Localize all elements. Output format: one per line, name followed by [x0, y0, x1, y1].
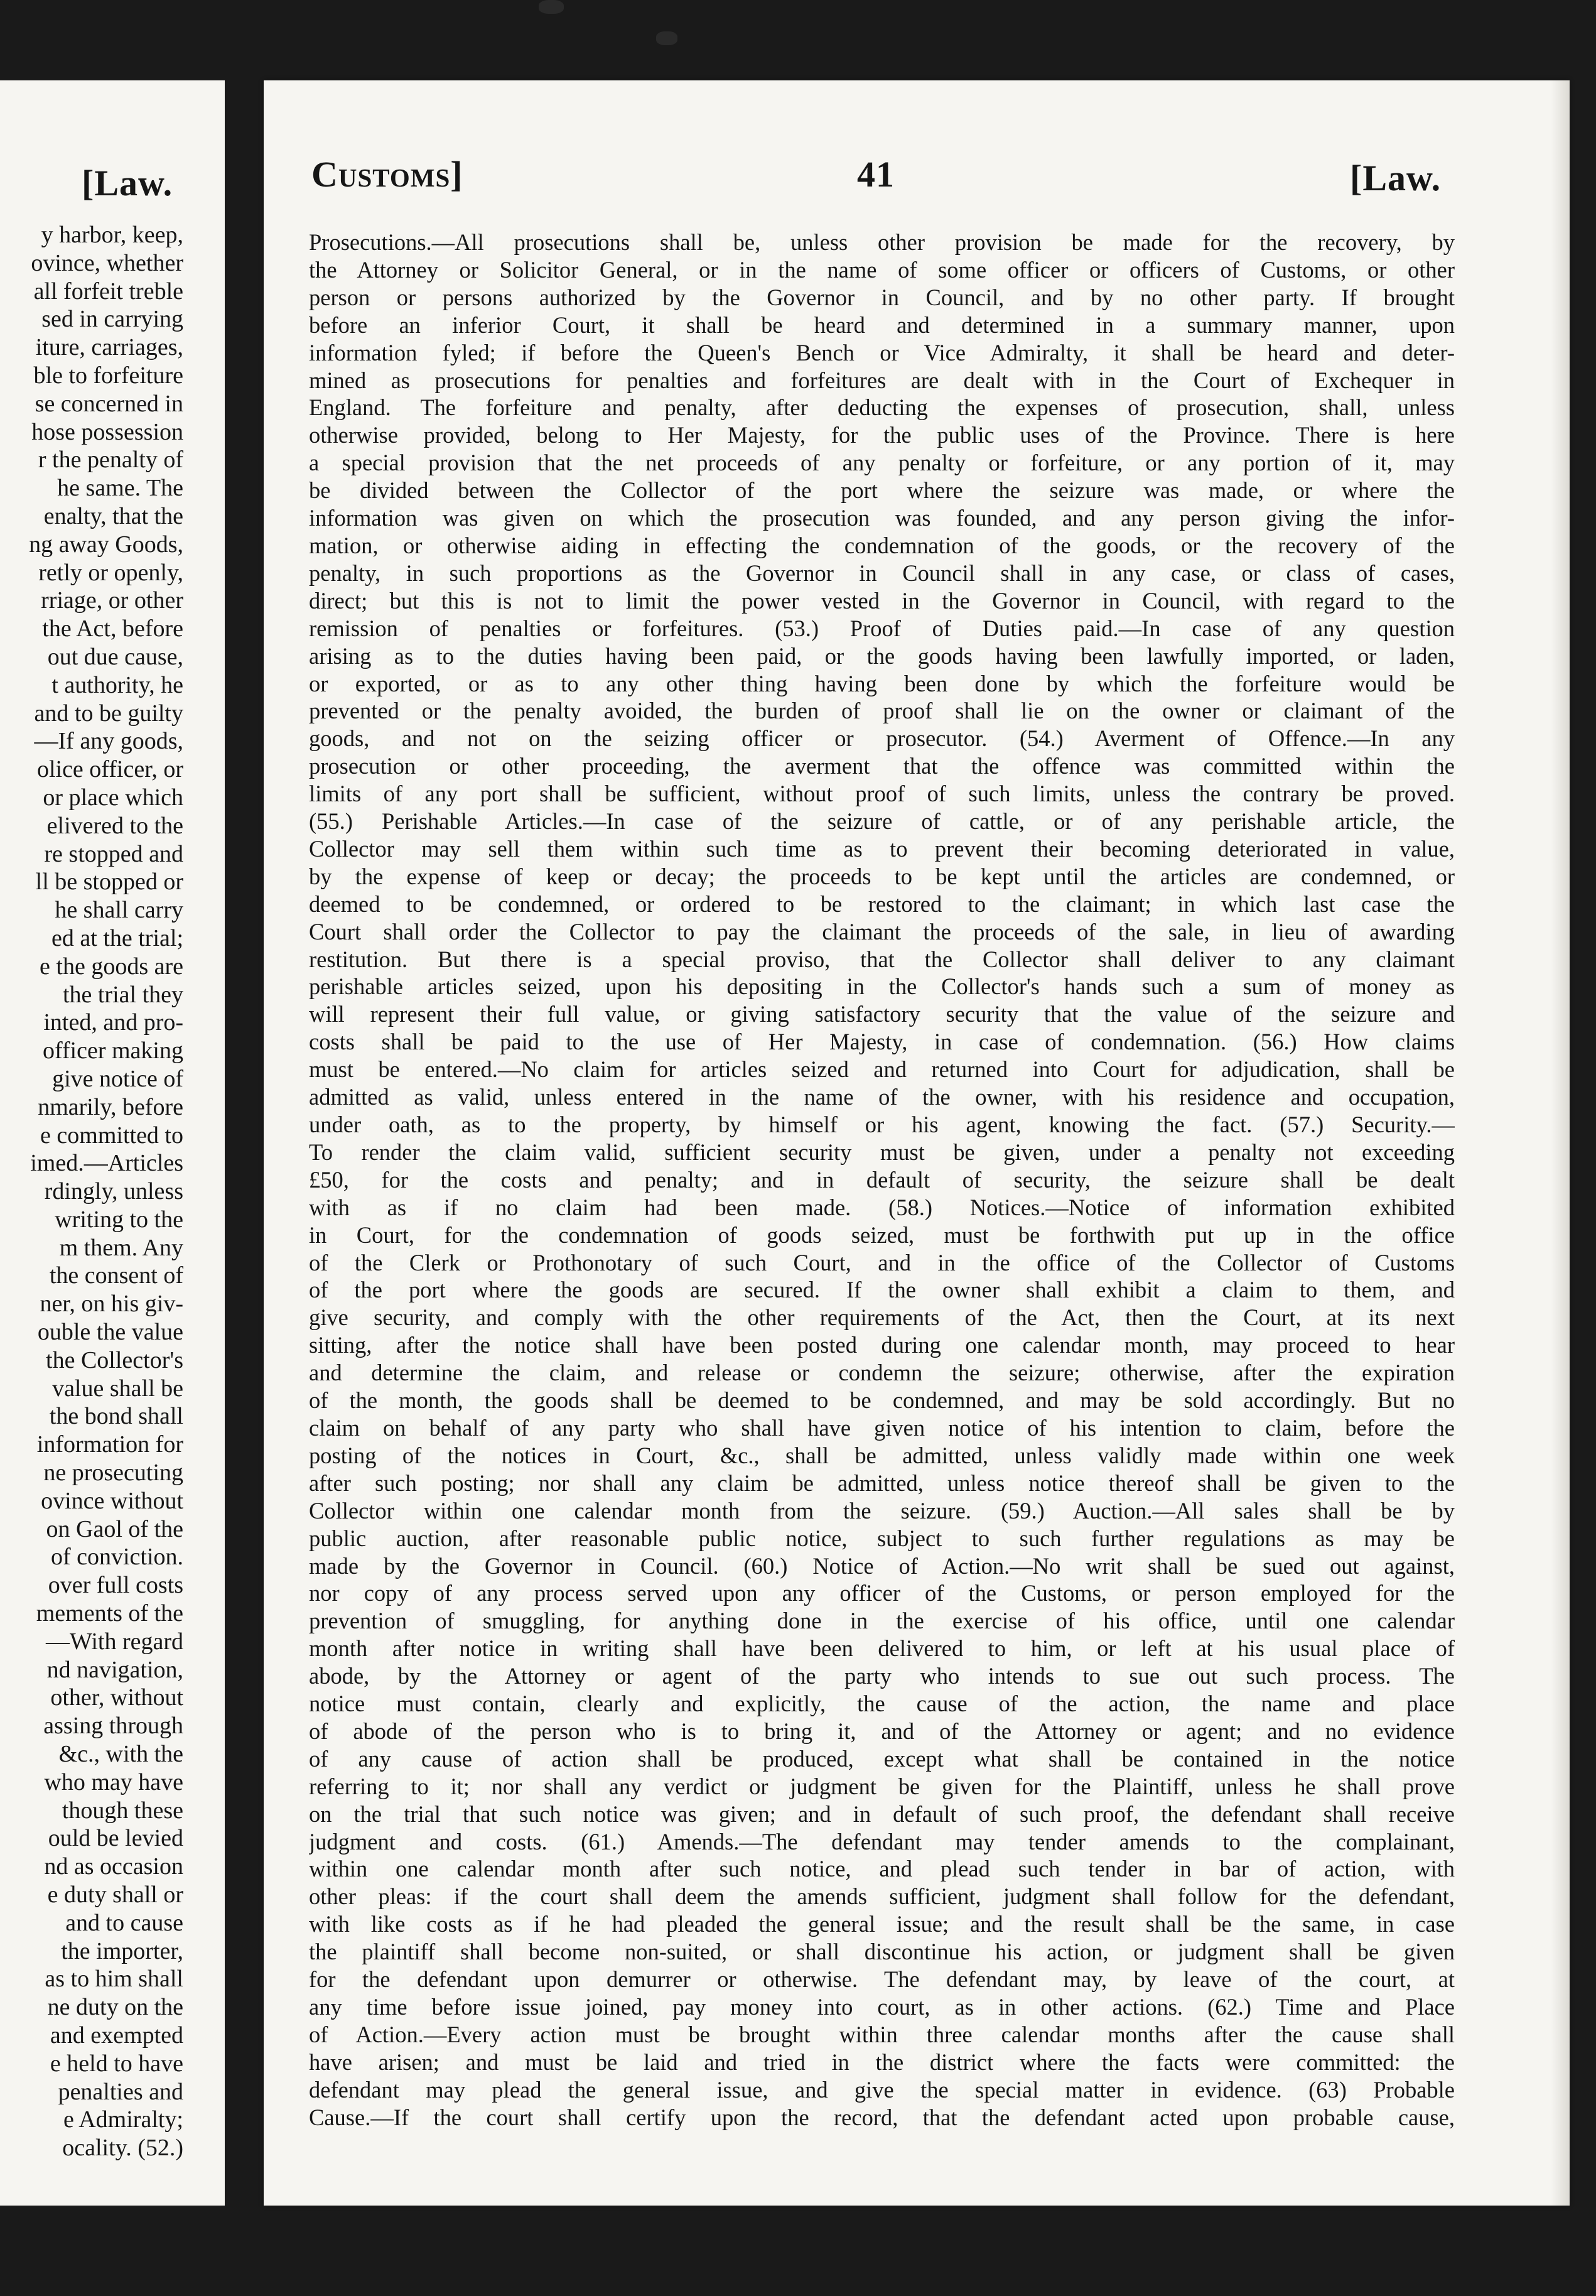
text-line: Prosecutions.—All prosecutions shall be, unless other provision be made for the recovery, by	[309, 229, 1455, 255]
text-line: To render the claim valid, sufficient security must be given, under a penalty not exceeding	[309, 1139, 1455, 1165]
text-line: defendant may plead the general issue, and give the special matter in evidence. (63) Probable	[309, 2076, 1455, 2103]
text-line: elivered to the	[46, 812, 183, 839]
text-line: mined as prosecutions for penalties and forfeitures are dealt with in the Court of Exchequer in	[309, 367, 1455, 393]
text-line: all forfeit treble	[33, 278, 183, 305]
text-line: and to cause	[65, 1909, 183, 1936]
text-line: he shall carry	[55, 897, 183, 924]
text-line: or place which	[43, 784, 183, 811]
text-line: sitting, after the notice shall have been posted during one calendar month, may proceed to hear	[309, 1332, 1455, 1358]
text-line: within one calendar month after such notice, and plead such tender in bar of action, with	[309, 1856, 1455, 1882]
text-line: he same. The	[57, 475, 183, 502]
text-line: rdingly, unless	[44, 1178, 183, 1205]
text-line: Collector within one calendar month from the seizure. (59.) Auction.—All sales shall be by	[309, 1497, 1455, 1524]
text-line: &c., with the	[58, 1741, 183, 1768]
text-line: ne prosecuting	[43, 1459, 183, 1486]
text-line: abode, by the Attorney or agent of the party who intends to sue out such process. The	[309, 1663, 1455, 1689]
text-line: information fyled; if before the Queen's Bench or Vice Admiralty, it shall be heard and deter-	[309, 339, 1455, 366]
text-line: and determine the claim, and release or condemn the seizure; otherwise, after the expiration	[309, 1360, 1455, 1386]
text-line: ouble the value	[37, 1319, 183, 1346]
text-line: or exported, or as to any other thing having been done by which the forfeiture would be	[309, 670, 1455, 696]
text-line: on Gaol of the	[46, 1515, 183, 1542]
text-line: nmarily, before	[38, 1093, 183, 1120]
page-number: 41	[857, 154, 895, 195]
text-line: the plaintiff shall become non-suited, or shall discontinue his action, or judgment shall be given	[309, 1939, 1455, 1965]
text-line: of the Clerk or Prothonotary of such Court, and in the office of the Collector of Customs	[309, 1249, 1455, 1275]
text-line: referring to it; nor shall any verdict or judgment be given for the Plaintiff, unless he shall prove	[309, 1773, 1455, 1799]
text-line: other, without	[50, 1684, 183, 1711]
text-line: the bond shall	[49, 1403, 183, 1430]
text-line: information for	[36, 1431, 183, 1458]
running-head-section: [Law.	[1350, 158, 1442, 198]
text-line: the trial they	[62, 981, 183, 1008]
text-line: rriage, or other	[41, 587, 183, 614]
text-line: ng away Goods,	[29, 531, 183, 558]
text-line: nd navigation,	[46, 1656, 183, 1683]
text-line: have arisen; and must be laid and tried in the district where the facts were committed: the	[309, 2049, 1455, 2075]
text-line: sed in carrying	[41, 306, 183, 333]
text-line: on the trial that such notice was given; and in default of such proof, the defendant shall receive	[309, 1801, 1455, 1827]
text-line: mation, or otherwise aiding in effecting the condemnation of the goods, or the recovery of the	[309, 532, 1455, 558]
text-line: in Court, for the condemnation of goods seized, must be forthwith put up in the office	[309, 1221, 1455, 1248]
text-line: prevented or the penalty avoided, the burden of proof shall lie on the owner or claimant of the	[309, 698, 1455, 724]
text-line: t authority, he	[51, 671, 183, 698]
text-line: out due cause,	[47, 643, 183, 670]
text-line: goods, and not on the seizing officer or prosecutor. (54.) Averment of Offence.—In any	[309, 725, 1455, 752]
text-line: nor copy of any process served upon any officer of the Customs, or person employed for the	[309, 1580, 1455, 1606]
left-page	[0, 80, 225, 2206]
text-line: e committed to	[40, 1122, 183, 1149]
text-line: —With regard	[45, 1628, 183, 1655]
text-line: mements of the	[36, 1600, 183, 1627]
text-line: otherwise provided, belong to Her Majesty, for the public uses of the Province. There is here	[309, 422, 1455, 448]
text-line: remission of penalties or forfeitures. (53.) Proof of Duties paid.—In case of any question	[309, 615, 1455, 641]
text-line: ne duty on the	[47, 1994, 183, 2021]
text-line: information was given on which the prosecution was founded, and any person giving the infor-	[309, 505, 1455, 531]
text-line: will represent their full value, or giving satisfactory security that the value of the seizure and	[309, 1001, 1455, 1027]
text-line: officer making	[42, 1037, 183, 1064]
text-line: must be entered.—No claim for articles seized and returned into Court for adjudication, shall be	[309, 1056, 1455, 1083]
text-line: give security, and comply with the other requirements of the Act, then the Court, at its next	[309, 1304, 1455, 1331]
text-line: notice must contain, clearly and explicitly, the cause of the action, the name and place	[309, 1691, 1455, 1717]
text-line: of the port where the goods are secured. If the owner shall exhibit a claim to them, and	[309, 1277, 1455, 1303]
text-line: value shall be	[52, 1375, 183, 1402]
text-line: over full costs	[48, 1572, 183, 1599]
text-line: direct; but this is not to limit the power vested in the Governor in Council, with regard to the	[309, 587, 1455, 614]
text-line: the Attorney or Solicitor General, or in the name of some officer or officers of Customs, or other	[309, 256, 1455, 283]
text-line: penalties and	[58, 2078, 183, 2105]
text-line: ble to forfeiture	[33, 362, 183, 389]
text-line: Collector may sell them within such time as to prevent their becoming deteriorated in value,	[309, 835, 1455, 862]
text-line: month after notice in writing shall have been delivered to him, or left at his usual place of	[309, 1635, 1455, 1662]
text-line: of any cause of action shall be produced, except what shall be contained in the notice	[309, 1745, 1455, 1772]
text-line: of Action.—Every action must be brought within three calendar months after the cause shall	[309, 2021, 1455, 2047]
text-line: judgment and costs. (61.) Amends.—The defendant may tender amends to the complainant,	[309, 1828, 1455, 1855]
text-line: any time before issue joined, pay money into court, as in other actions. (62.) Time and Place	[309, 1994, 1455, 2020]
text-line: the Act, before	[42, 615, 183, 642]
text-line: e the goods are	[40, 953, 183, 980]
text-line: Court shall order the Collector to pay the claimant the proceeds of the sale, in lieu of awarding	[309, 918, 1455, 945]
text-line: ould be levied	[48, 1825, 183, 1852]
text-line: person or persons authorized by the Governor in Council, and by no other party. If brought	[309, 284, 1455, 310]
text-line: after such posting; nor shall any claim be admitted, unless notice thereof shall be given to the	[309, 1470, 1455, 1496]
text-line: the importer,	[61, 1937, 183, 1964]
text-line: public auction, after reasonable public notice, subject to such further regulations as may be	[309, 1525, 1455, 1551]
text-line: ed at the trial;	[51, 924, 183, 951]
text-line: posting of the notices in Court, &c., shall be admitted, unless validly made within one week	[309, 1442, 1455, 1468]
text-line: Cause.—If the court shall certify upon the record, that the defendant acted upon probable cause,	[309, 2104, 1455, 2130]
text-line: under oath, as to the property, by himself or his agent, knowing the fact. (57.) Security.—	[309, 1112, 1455, 1137]
text-line: ocality. (52.)	[62, 2135, 183, 2162]
body-text	[309, 229, 1455, 2131]
text-line: e held to have	[50, 2050, 183, 2077]
text-line: e duty shall or	[47, 1882, 183, 1909]
text-line: hose possession	[31, 418, 183, 445]
text-line: imed.—Articles	[30, 1150, 183, 1177]
text-line: re stopped and	[44, 840, 183, 867]
text-line: of the month, the goods shall be deemed to be condemned, and may be sold accordingly. But no	[309, 1387, 1455, 1414]
text-line: by the expense of keep or decay; the proceeds to be kept until the articles are condemned, or	[309, 863, 1455, 889]
text-line: ll be stopped or	[35, 869, 183, 896]
text-line: claim on behalf of any party who shall have given notice of his intention to claim, before the	[309, 1414, 1455, 1441]
text-line: perishable articles seized, upon his depositing in the Collector's hands such a sum of money as	[309, 973, 1455, 1000]
text-line: prevention of smuggling, for anything done in the exercise of his office, until one calendar	[309, 1608, 1455, 1634]
text-line: enalty, that the	[43, 502, 183, 529]
text-line: arising as to the duties having been paid, or the goods having been lawfully imported, or laden,	[309, 642, 1455, 669]
text-line: r the penalty of	[38, 447, 183, 474]
text-line: before an inferior Court, it shall be heard and determined in a summary manner, upon	[309, 311, 1455, 338]
text-line: m them. Any	[59, 1234, 183, 1261]
text-line: and exempted	[50, 2022, 183, 2049]
text-line: as to him shall	[45, 1966, 183, 1993]
text-line: iture, carriages,	[35, 334, 183, 361]
text-line: writing to the	[55, 1206, 183, 1233]
text-line: restitution. But there is a special proviso, that the Collector shall deliver to any claimant	[309, 946, 1455, 972]
text-line: e Admiralty;	[63, 2106, 183, 2133]
text-line: retly or openly,	[38, 559, 183, 586]
text-line: give notice of	[52, 1065, 183, 1092]
text-line: ovince, whether	[31, 249, 183, 276]
text-line: £50, for the costs and penalty; and in default of security, the seizure shall be dealt	[309, 1166, 1455, 1193]
text-line: the consent of	[49, 1262, 183, 1289]
text-line: England. The forfeiture and penalty, after deducting the expenses of prosecution, shall, unless	[309, 394, 1455, 421]
text-line: deemed to be condemned, or ordered to be restored to the claimant; in which last case the	[309, 891, 1455, 917]
text-line: though these	[62, 1797, 183, 1824]
text-line: of abode of the person who is to bring it, and of the Attorney or agent; and no evidence	[309, 1718, 1455, 1744]
text-line: inted, and pro-	[43, 1009, 183, 1036]
text-line: prosecution or other proceeding, the averment that the offence was committed within the	[309, 753, 1455, 779]
text-line: olice officer, or	[36, 756, 183, 783]
text-line: admitted as valid, unless entered in the name of the owner, with his residence and occupation,	[309, 1084, 1455, 1110]
text-line: the Collector's	[46, 1346, 183, 1373]
text-line: limits of any port shall be sufficient, without proof of such limits, unless the contrary be proved.	[309, 781, 1455, 807]
running-head-title: Customs]	[311, 154, 463, 195]
text-line: nd as occasion	[44, 1853, 183, 1880]
left-running-head: [Law.	[82, 163, 173, 203]
text-line: a special provision that the net proceeds of any penalty or forfeiture, or any portion of it, may	[309, 450, 1455, 476]
text-line: other pleas: if the court shall deem the amends sufficient, judgment shall follow for the defendant,	[309, 1883, 1455, 1910]
left-page-text	[0, 221, 183, 2162]
page-edge-shadow	[1551, 80, 1570, 2206]
text-line: ner, on his giv-	[40, 1291, 183, 1318]
ink-speck	[539, 0, 564, 14]
text-line: assing through	[43, 1713, 183, 1740]
text-line: penalty, in such proportions as the Governor in Council shall in any case, or class of cases,	[309, 560, 1455, 586]
text-line: with as if no claim had been made. (58.) Notices.—Notice of information exhibited	[309, 1194, 1455, 1220]
text-line: se concerned in	[35, 390, 183, 417]
text-line: with like costs as if he had pleaded the general issue; and the result shall be the same, in case	[309, 1911, 1455, 1937]
text-line: be divided between the Collector of the port where the seizure was made, or where the	[309, 477, 1455, 504]
text-line: for the defendant upon demurrer or otherwise. The defendant may, by leave of the court, at	[309, 1966, 1455, 1993]
text-line: y harbor, keep,	[41, 222, 183, 248]
ink-speck	[656, 31, 677, 45]
text-line: ovince without	[41, 1487, 183, 1514]
text-line: who may have	[44, 1768, 183, 1795]
text-line: (55.) Perishable Articles.—In case of the seizure of cattle, or of any perishable article, the	[309, 808, 1455, 835]
text-line: costs shall be paid to the use of Her Majesty, in case of condemnation. (56.) How claims	[309, 1029, 1455, 1055]
text-line: of conviction.	[50, 1544, 183, 1571]
text-line: and to be guilty	[34, 700, 183, 727]
text-line: made by the Governor in Council. (60.) Notice of Action.—No writ shall be sued out against,	[309, 1552, 1455, 1579]
text-line: —If any goods,	[34, 728, 183, 755]
right-page	[264, 80, 1570, 2206]
